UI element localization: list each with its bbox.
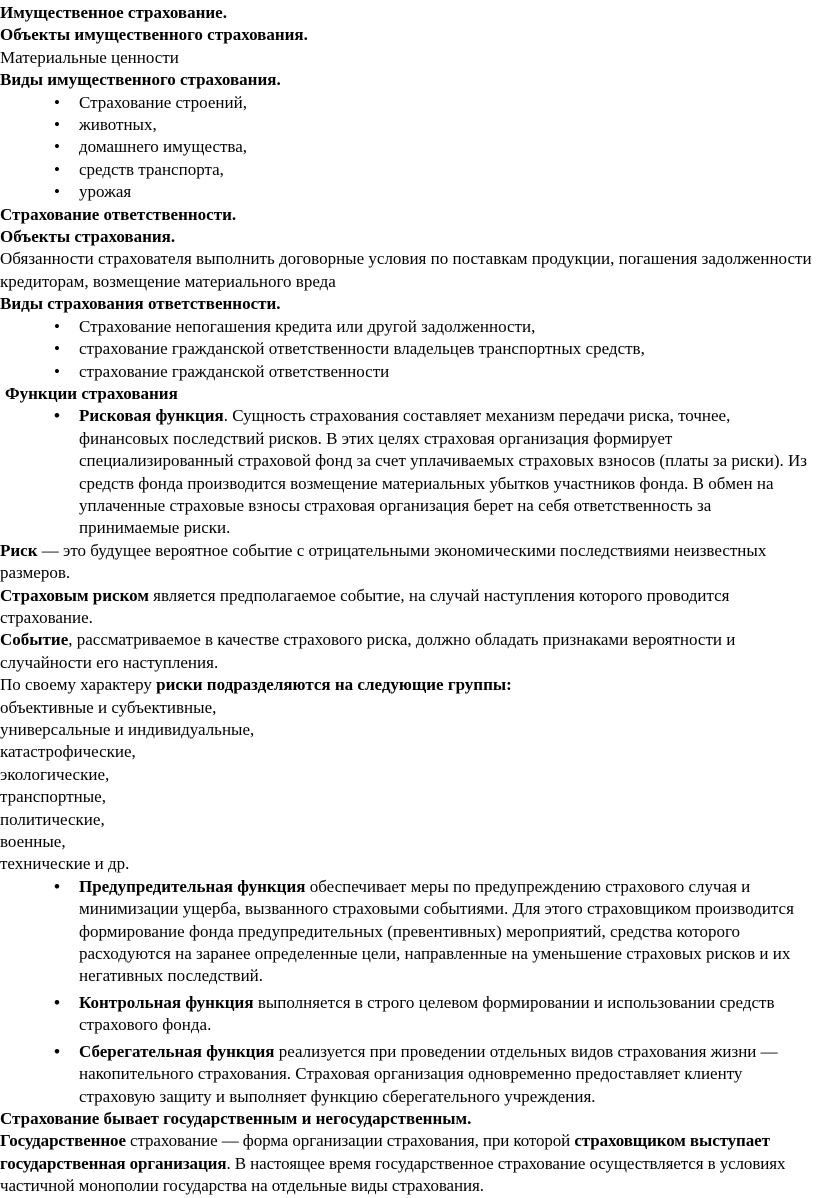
- risk-term: Риск: [0, 540, 38, 560]
- risk-group-item: катастрофические,: [0, 742, 136, 762]
- section-title-property-insurance: Имущественное страхование.: [0, 3, 227, 22]
- list-item-risk-function: [0, 405, 816, 539]
- list-item-saving-function: [0, 1041, 816, 1108]
- list-item: • домашнего имущества,: [0, 136, 816, 158]
- liability-objects-text: Обязанности страхователя выполнить договорные условия по поставкам продукции, погашения задолженности кредиторам, возмещение материального вреда: [0, 249, 812, 291]
- insurance-risk-text: является предполагаемое событие, на случай наступления которого проводится страхование.: [0, 585, 730, 627]
- functions-list-other: [0, 876, 816, 1108]
- saving-function-text: реализуется при проведении отдельных видов страхования жизни — накопительного страхования. Страховая организация одновременно предоставляет клиенту страховую защиту и выполняет функцию сберегательного учреждения.: [79, 1041, 778, 1106]
- property-objects-text: Материальные ценности: [0, 47, 179, 67]
- state-bold-phrase: страховщиком выступает государственная организация: [0, 1131, 770, 1173]
- risk-function-text: . Сущность страхования составляет механизм передачи риска, точнее, финансовых последствий рисков. В этих целях страховая организация формирует специализированный страховой фонд за счет уплачиваемых страховых взносов (платы за риски). Из средств фонда производится возмещение материальных убытков участников фонда. В обмен на уплаченные страховые взносы страховая организация берет на себя ответственность за принимаемые риски.: [79, 406, 808, 538]
- list-item: • страхование гражданской ответственности: [0, 361, 816, 383]
- preventive-function-text: обеспечивает меры по предупреждению страхового случая и минимизации ущерба, вызванного страховыми событиями. Для этого страховщиком производится формирование фонда предупредительных (превентивных) мероприятий, средства которого расходуются на заранее определенные цели, направленные на уменьшение страховых рисков и их негативных последствий.: [79, 876, 794, 986]
- property-objects-heading: Объекты имущественного страхования.: [0, 25, 308, 45]
- list-item: • Страхование непогашения кредита или другой задолженности,: [0, 316, 816, 338]
- risk-groups-intro: [0, 674, 816, 696]
- risk-definition-text: — это будущее вероятное событие с отрицательными экономическими последствиями неизвестных размеров.: [0, 540, 767, 583]
- risk-group-item: транспортные,: [0, 787, 106, 807]
- risk-group-item: политические,: [0, 809, 105, 829]
- saving-function-term: Сберегательная функция: [79, 1041, 275, 1061]
- risk-group-item: универсальные и индивидуальные,: [0, 720, 255, 739]
- functions-heading: Функции страхования: [5, 383, 178, 403]
- state-text-1: страхование — форма организации страхования, при которой: [125, 1131, 575, 1151]
- list-item: • Страхование строений,: [0, 92, 816, 114]
- risk-group-item: экологические,: [0, 764, 110, 784]
- risk-group-item: технические и др.: [0, 854, 130, 874]
- liability-objects-heading: Объекты страхования.: [0, 227, 176, 247]
- list-item: • урожая: [0, 181, 816, 203]
- event-definition: [0, 629, 816, 674]
- risk-group-item: объективные и субъективные,: [0, 697, 217, 717]
- liability-types-list: [0, 316, 816, 383]
- insurance-risk-definition: [0, 585, 816, 630]
- event-term: Событие: [0, 630, 69, 650]
- list-item-preventive-function: [0, 876, 816, 988]
- risk-groups-bold: риски подразделяются на следующие группы:: [156, 675, 512, 695]
- list-item: • средств транспорта,: [0, 159, 816, 181]
- property-types-list: [0, 92, 816, 204]
- risk-definition: [0, 540, 816, 585]
- insurance-risk-term: Страховым риском: [0, 585, 149, 605]
- liability-types-heading: Виды страхования ответственности.: [0, 294, 281, 314]
- control-function-term: Контрольная функция: [79, 992, 254, 1012]
- state-text-2: . В настоящее время государственное страхование осуществляется в условиях частичной монополии государства на отдельные виды страхования.: [0, 1153, 786, 1196]
- property-types-heading: Виды имущественного страхования.: [0, 70, 281, 90]
- list-item: • страхование гражданской ответственности владельцев транспортных средств,: [0, 338, 816, 360]
- risk-groups-lead: По своему характеру: [0, 675, 157, 695]
- event-text: , рассматриваемое в качестве страхового риска, должно обладать признаками вероятности и случайности его наступления.: [0, 630, 736, 672]
- control-function-text: выполняется в строго целевом формировании и использовании средств страхового фонда.: [79, 992, 775, 1035]
- risk-group-item: военные,: [0, 832, 66, 852]
- list-item-control-function: [0, 992, 816, 1037]
- list-item: • животных,: [0, 114, 816, 136]
- preventive-function-term: Предупредительная функция: [79, 876, 306, 896]
- functions-list-risk: [0, 405, 816, 539]
- state-insurance-paragraph: [0, 1130, 816, 1197]
- section-title-liability-insurance: Страхование ответственности.: [0, 204, 237, 224]
- risk-function-term: Рисковая функция: [79, 406, 224, 426]
- state-term: Государственное: [0, 1131, 126, 1151]
- state-insurance-heading: Страхование бывает государственным и негосударственным.: [0, 1108, 472, 1128]
